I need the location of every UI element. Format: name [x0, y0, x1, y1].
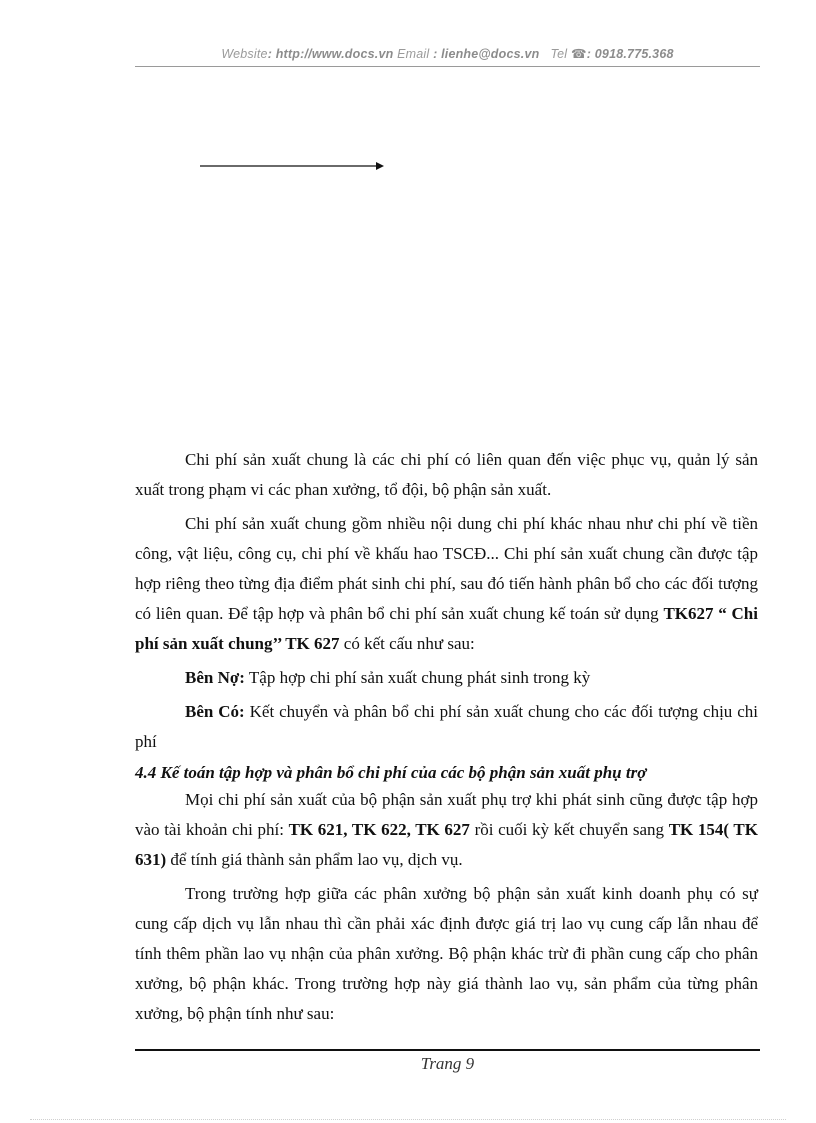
paragraph-ben-no: Bên Nợ: Tập hợp chi phí sản xuất chung phát sinh trong kỳ	[185, 668, 591, 687]
website-url: : http://www.docs.vn	[267, 47, 394, 61]
page-header	[135, 46, 760, 61]
tel-number: ☎: 0918.775.368	[570, 47, 674, 61]
email-address: : lienhe@docs.vn	[429, 47, 540, 61]
footer-rule	[135, 1049, 760, 1051]
arrow-icon	[200, 160, 386, 172]
paragraph-chi-phi-sxc: Chi phí sản xuất chung là các chi phí có liên quan đến việc phục vụ, quản lý sản xuất trong phạm vi các phan xưởng, tổ đội, bộ phận sản xuất.	[135, 450, 758, 499]
email-label: Email	[393, 47, 430, 61]
document-body	[135, 445, 758, 1033]
tel-label: Tel	[539, 47, 571, 61]
page-edge-dots	[30, 1119, 786, 1120]
paragraph-noi-dung-sxc: Chi phí sản xuất chung gồm nhiều nội dung chi phí khác nhau như chi phí về tiền công, vật liệu, công cụ, chi phí về khấu hao TSCĐ... Chi phí sản xuất chung cần được tập hợp riêng theo từng địa điểm phát sinh chi phí, sau đó tiến hành phân bổ cho các đối tượng có liên quan. Để tập hợp và phân bổ chi phí sản xuất chung kế toán sử dụng TK627 “ Chi phí sản xuất chung’’ TK 627 có kết cấu như sau:	[135, 514, 758, 653]
header-rule	[135, 66, 760, 67]
website-label: Website	[221, 47, 268, 61]
paragraph-phu-tro: Mọi chi phí sản xuất của bộ phận sản xuất phụ trợ khi phát sinh cũng được tập hợp vào tài khoản chi phí: TK 621, TK 622, TK 627 rồi cuối kỳ kết chuyển sang TK 154( TK 631) để tính giá thành sản phẩm lao vụ, dịch vụ.	[135, 790, 758, 869]
page-number: Trang 9	[420, 1054, 475, 1073]
paragraph-cung-cap-lan-nhau: Trong trường hợp giữa các phân xưởng bộ phận sản xuất kinh doanh phụ có sự cung cấp dịch vụ lẫn nhau thì cần phải xác định được giá trị lao vụ cung cấp lẫn nhau để tính thêm phần lao vụ nhận của phân xưởng. Bộ phận khác trừ đi phần cung cấp cho phân xưởng, bộ phận khác. Trong trường hợp này giá thành lao vụ, sản phẩm của từng phân xưởng, bộ phận tính như sau:	[135, 884, 758, 1023]
paragraph-ben-co: Bên Có: Kết chuyển và phân bổ chi phí sản xuất chung cho các đối tượng chịu chi phí	[135, 702, 759, 751]
section-heading: 4.4 Kế toán tập hợp và phân bổ chi phí của các bộ phận sản xuất phụ trợ	[135, 763, 647, 782]
